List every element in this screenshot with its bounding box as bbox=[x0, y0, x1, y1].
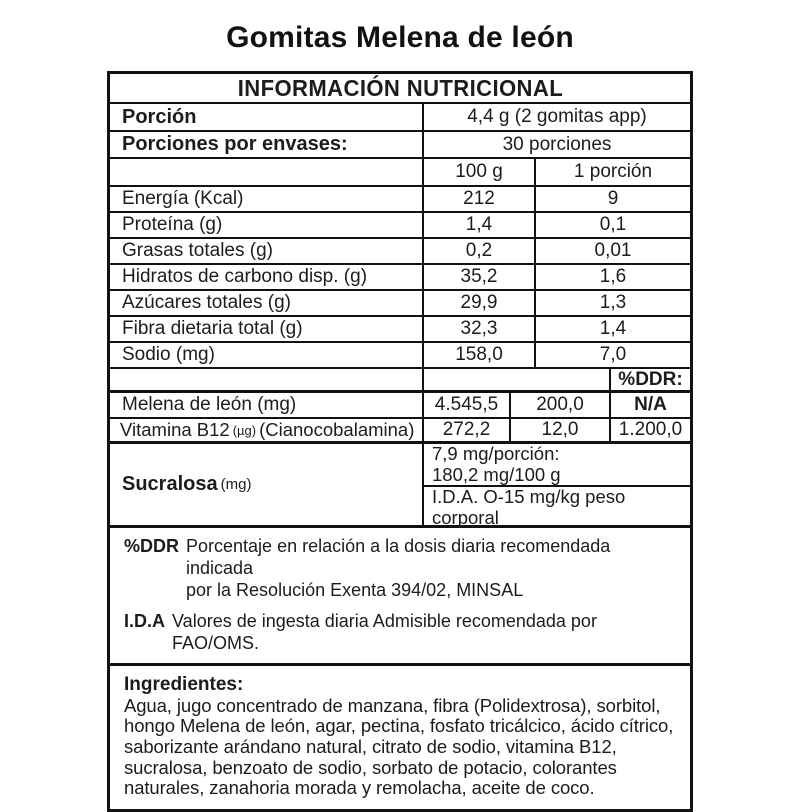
b12-extra: (Cianocobalamina) bbox=[259, 419, 415, 440]
nutrient-per100: 32,3 bbox=[424, 317, 536, 341]
footnote-ddr-line2: por la Resolución Exenta 394/02, MINSAL bbox=[186, 579, 524, 600]
servings-value: 30 porciones bbox=[502, 133, 612, 155]
nutrient-per100: 1,4 bbox=[424, 213, 536, 237]
footnote-ddr-line1: Porcentaje en relación a la dosis diaria recomendada indicada bbox=[186, 536, 611, 578]
footnotes-section bbox=[110, 528, 690, 666]
nutrition-facts-table bbox=[107, 71, 693, 812]
nutrient-label: Proteína (g) bbox=[110, 213, 424, 237]
ingredients-text: Agua, jugo concentrado de manzana, fibra (Polidextrosa), sorbitol, hongo Melena de león, agar, pectina, fosfato tricálcico, ácido cítrico, saborizante arándano natural, citrato de sodio, vitamina B12, sucralosa, benzoato de sodio, sorbato de potacio, colorantes naturales, zanahoria morada y remolacha, aceite de coco. bbox=[124, 694, 674, 799]
table-header-title: INFORMACIÓN NUTRICIONAL bbox=[237, 74, 563, 101]
nutrient-per100: 212 bbox=[424, 187, 536, 211]
nutrient-perportion: 7,0 bbox=[599, 344, 627, 365]
ingredients-section bbox=[110, 666, 690, 809]
sucralosa-unit: (mg) bbox=[220, 476, 252, 493]
b12-row bbox=[110, 419, 690, 444]
melena-perportion: 200,0 bbox=[511, 393, 611, 417]
footnote-ddr-text bbox=[186, 536, 676, 602]
b12-name: Vitamina B12 bbox=[120, 419, 230, 440]
nutrient-label: Grasas totales (g) bbox=[110, 239, 424, 263]
ingredients-title: Ingredientes: bbox=[124, 673, 244, 695]
sucralosa-name: Sucralosa bbox=[122, 473, 218, 495]
portion-value: 4,4 g (2 gomitas app) bbox=[467, 106, 647, 127]
ddr-empty-mid bbox=[424, 369, 611, 390]
melena-ddr: N/A bbox=[634, 394, 667, 415]
melena-per100: 4.545,5 bbox=[424, 393, 511, 417]
footnote-ddr bbox=[124, 536, 676, 602]
column-header-empty bbox=[110, 159, 424, 185]
nutrient-perportion: 0,01 bbox=[594, 240, 632, 261]
servings-row bbox=[110, 132, 690, 159]
b12-ddr: 1.200,0 bbox=[618, 419, 683, 440]
nutrient-row-fibra bbox=[110, 317, 690, 343]
column-header-row bbox=[110, 159, 690, 187]
sucralosa-dose-cell bbox=[424, 444, 690, 487]
nutrient-label: Hidratos de carbono disp. (g) bbox=[110, 265, 424, 289]
nutrient-row-azucares bbox=[110, 291, 690, 317]
ddr-header-row bbox=[110, 369, 690, 393]
b12-unit: (µg) bbox=[232, 422, 257, 438]
nutrient-row-hidratos bbox=[110, 265, 690, 291]
sucralosa-dose-line2: 180,2 mg/100 g bbox=[432, 463, 561, 485]
sucralosa-ida-cell bbox=[424, 487, 690, 528]
nutrient-row-proteina bbox=[110, 213, 690, 239]
nutrient-perportion: 1,6 bbox=[599, 266, 627, 287]
column-header-perportion: 1 porción bbox=[573, 161, 653, 182]
nutrient-perportion: 0,1 bbox=[599, 214, 627, 235]
nutrient-perportion: 1,4 bbox=[599, 318, 627, 339]
nutrient-label: Energía (Kcal) bbox=[110, 187, 424, 211]
nutrient-label: Azúcares totales (g) bbox=[110, 291, 424, 315]
sucralosa-row bbox=[110, 444, 690, 528]
nutrient-per100: 0,2 bbox=[424, 239, 536, 263]
nutrient-per100: 29,9 bbox=[424, 291, 536, 315]
servings-label: Porciones por envases: bbox=[110, 132, 424, 157]
footnote-ida bbox=[124, 611, 676, 655]
nutrient-per100: 35,2 bbox=[424, 265, 536, 289]
nutrient-row-energia bbox=[110, 187, 690, 213]
melena-row bbox=[110, 393, 690, 419]
portion-row bbox=[110, 104, 690, 132]
column-header-per100: 100 g bbox=[424, 159, 536, 185]
nutrient-per100: 158,0 bbox=[424, 343, 536, 367]
page-title: Gomitas Melena de león bbox=[226, 21, 574, 54]
sucralosa-ida-text: I.D.A. O-15 mg/kg peso corporal bbox=[432, 486, 626, 529]
nutrient-label: Fibra dietaria total (g) bbox=[110, 317, 424, 341]
ddr-header-label: %DDR: bbox=[618, 368, 683, 390]
sucralosa-label bbox=[110, 444, 424, 525]
footnote-ida-text bbox=[172, 611, 676, 655]
nutrient-perportion: 9 bbox=[607, 188, 619, 209]
footnote-ida-term: I.D.A bbox=[124, 610, 166, 631]
table-header-row bbox=[110, 74, 690, 104]
portion-label: Porción bbox=[110, 104, 424, 130]
footnote-ddr-term: %DDR bbox=[124, 536, 180, 556]
nutrient-row-sodio bbox=[110, 343, 690, 369]
b12-label bbox=[110, 419, 424, 441]
ddr-empty-left bbox=[110, 369, 424, 390]
sucralosa-values bbox=[424, 443, 690, 529]
b12-perportion: 12,0 bbox=[511, 419, 611, 441]
nutrient-perportion: 1,3 bbox=[599, 292, 627, 313]
melena-label: Melena de león (mg) bbox=[110, 393, 424, 417]
nutrient-label: Sodio (mg) bbox=[110, 343, 424, 367]
nutrient-row-grasas bbox=[110, 239, 690, 265]
b12-per100: 272,2 bbox=[424, 419, 511, 441]
sucralosa-dose-line1: 7,9 mg/porción: bbox=[432, 443, 560, 464]
footnote-ida-line1: Valores de ingesta diaria Admisible recomendada por FAO/OMS. bbox=[172, 610, 597, 653]
